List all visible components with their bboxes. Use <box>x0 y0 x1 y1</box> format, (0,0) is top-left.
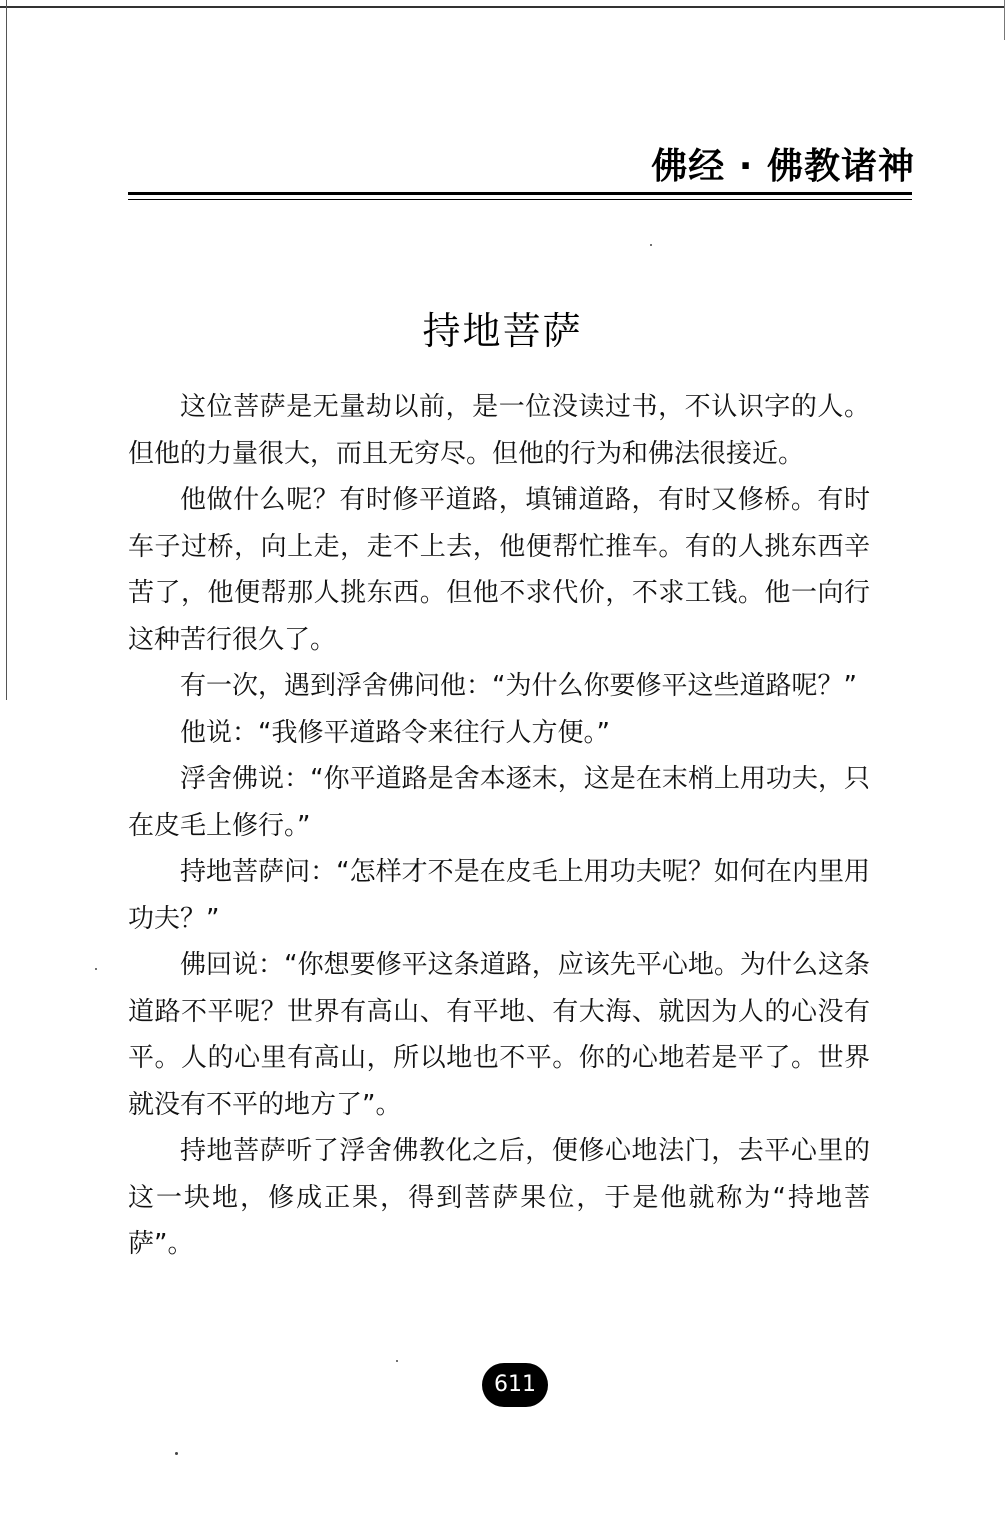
paragraph: 佛回说：“你想要修平这条道路，应该先平心地。为什么这条道路不平呢？世界有高山、有平地、有大海、就因为人的心没有平。人的心里有高山，所以地也不平。你的心地若是平了。世界就没有不平的地方了”。 <box>128 950 870 1120</box>
scan-speck <box>650 244 652 246</box>
header-rule-thin <box>128 199 912 200</box>
scan-edge-top <box>0 6 1005 8</box>
running-header: 佛经 · 佛教诸神 <box>651 146 915 187</box>
scan-speck <box>95 968 97 970</box>
paragraph: 有一次，遇到浮舍佛问他：“为什么你要修平这些道路呢？” <box>180 671 857 701</box>
article-title: 持地菩萨 <box>422 309 583 353</box>
header-rule-thick <box>128 192 912 195</box>
paragraph: 他做什么呢？有时修平道路，填铺道路，有时又修桥。有时车子过桥，向上走，走不上去，他便帮忙推车。有的人挑东西辛苦了，他便帮那人挑东西。但他不求代价，不求工钱。他一向行这种苦行很久了。 <box>128 485 870 655</box>
scan-speck <box>396 1360 398 1362</box>
scan-speck <box>175 1452 178 1455</box>
paragraph: 他说：“我修平道路令来往行人方便。” <box>180 717 610 748</box>
paragraph: 浮舍佛说：“你平道路是舍本逐末，这是在末梢上用功夫，只在皮毛上修行。” <box>128 764 870 841</box>
paragraph: 持地菩萨问：“怎样才不是在皮毛上用功夫呢？如何在内里用功夫？” <box>128 857 870 934</box>
paragraph: 持地菩萨听了浮舍佛教化之后，便修心地法门，去平心里的这一块地，修成正果，得到菩萨果位，于是他就称为“持地菩萨”。 <box>128 1136 870 1259</box>
page-number-badge: 611 <box>482 1363 548 1407</box>
article-body <box>128 384 870 1268</box>
paragraph: 这位菩萨是无量劫以前，是一位没读过书，不认识字的人。但他的力量很大，而且无穷尽。但他的行为和佛法很接近。 <box>128 392 870 469</box>
